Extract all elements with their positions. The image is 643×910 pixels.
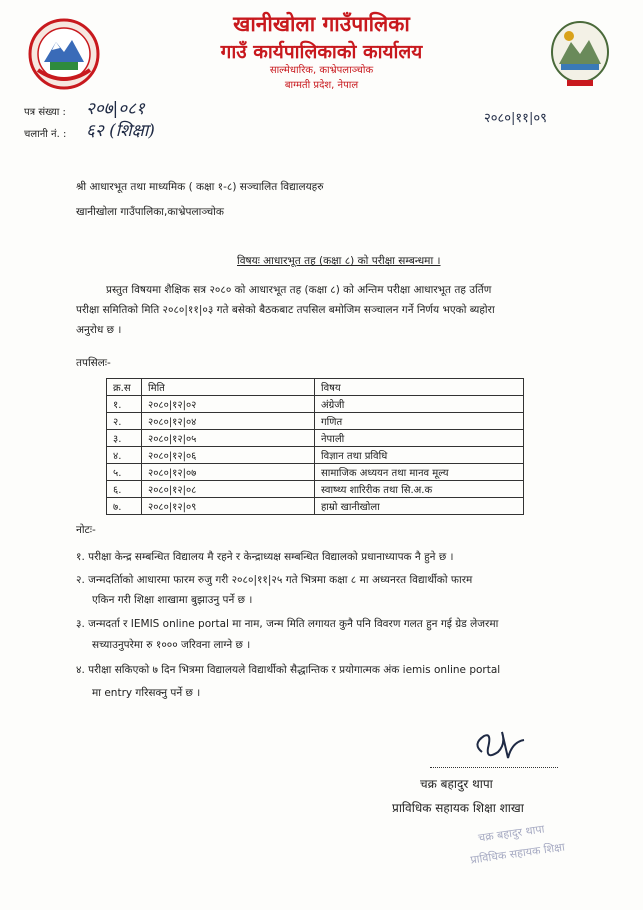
row-subject: नेपाली	[315, 430, 524, 447]
patra-sankhya-label: पत्र संख्या :	[24, 107, 66, 118]
header-cell: क्र.स	[107, 379, 142, 396]
note-3	[76, 616, 498, 633]
note-2	[76, 572, 472, 589]
row-subject: विज्ञान तथा प्रविधि	[315, 447, 524, 464]
note-text: २. जन्मदर्तािको आधारमा फारम रुजु गरी २०८०|११|२५ गते भित्रमा कक्षा ८ मा अध्यनरत विद्यार्थीको फारम	[76, 574, 473, 586]
note-3-cont	[92, 637, 250, 654]
row-number: ३.	[107, 430, 142, 447]
note-4-cont	[92, 685, 200, 702]
table-row	[107, 481, 524, 498]
note-2-cont	[92, 592, 252, 609]
row-number: ५.	[107, 464, 142, 481]
header-cell: मिति	[142, 379, 315, 396]
note-text: ३. जन्मदर्ता र IEMIS online portal मा नाम, जन्म मिति लगायत कुनै पनि विवरण गलत हुन गई ग्रेड लेजरमा	[76, 618, 499, 630]
header-cell: विषय	[315, 379, 524, 396]
row-subject: हाम्रो खानीखोला	[315, 498, 524, 515]
letter-date: २०८०|११|०९	[484, 111, 547, 126]
signatory-designation: प्राविधिक सहायक शिक्षा शाखा	[392, 801, 524, 815]
body-line-3: अनुरोध छ ।	[76, 324, 122, 336]
table-row	[107, 464, 524, 481]
table-row	[107, 498, 524, 515]
chalani-value: ६२ (शिक्षा)	[86, 121, 155, 141]
table-row	[107, 396, 524, 413]
note-4	[76, 662, 500, 679]
signature-line	[430, 767, 558, 768]
note-text: सच्याउनुपरेमा रु १००० जरिवना लाग्ने छ ।	[92, 639, 251, 651]
office-province: बाग्मती प्रदेश, नेपाल	[284, 80, 359, 91]
patra-sankhya-value: २०७|०८१	[86, 99, 145, 119]
recipient-line-1: श्री आधारभूत तथा माध्यमिक ( कक्षा १-८) सञ्चालित विद्यालयहरु	[76, 181, 324, 193]
notes-label: नोटः-	[76, 524, 96, 536]
chalani-label: चलानी नं. :	[24, 129, 67, 140]
handwritten-signature	[468, 722, 538, 772]
row-date: २०८०|१२|०४	[142, 413, 315, 430]
note-1	[76, 549, 454, 566]
tapasil-label: तपसिलः-	[76, 357, 111, 369]
row-date: २०८०|१२|०८	[142, 481, 315, 498]
note-text: एकिन गरी शिक्षा शाखामा बुझाउनु पर्ने छ ।	[92, 594, 253, 606]
office-address: साल्मेधारिक, काभ्रेपलाञ्चोक	[269, 65, 374, 76]
signatory-name: चक्र बहादुर थापा	[420, 777, 493, 791]
office-title: खानीखोला गाउँपालिका	[233, 12, 410, 36]
row-number: ७.	[107, 498, 142, 515]
row-number: ६.	[107, 481, 142, 498]
row-date: २०८०|१२|०५	[142, 430, 315, 447]
row-subject: अंग्रेजी	[315, 396, 524, 413]
row-subject: स्वाष्थ्य शारिरीक तथा सि.अ.क	[315, 481, 524, 498]
row-number: ४.	[107, 447, 142, 464]
table-row	[107, 447, 524, 464]
body-line-2: परीक्षा समितिको मिति २०८०|११|०३ गते बसेको बैठकबाट तपसिल बमोजिम सञ्चालन गर्ने निर्णय भएको ब्यहोरा	[76, 304, 495, 316]
note-text: ४. परीक्षा सकिएको ७ दिन भित्रमा विद्यालयले विद्यार्थीको सैद्धान्तिक र प्रयोगात्मक अंक iemis online portal	[76, 664, 501, 676]
row-number: २.	[107, 413, 142, 430]
office-subtitle: गाउँ कार्यपालिकाको कार्यालय	[220, 41, 423, 63]
row-number: १.	[107, 396, 142, 413]
row-date: २०८०|१२|०२	[142, 396, 315, 413]
row-subject: सामाजिक अध्ययन तथा मानव मूल्य	[315, 464, 524, 481]
table-row	[107, 430, 524, 447]
note-text: १. परीक्षा केन्द्र सम्बन्धित विद्यालय मै रहने र केन्द्राध्यक्ष सम्बन्धित विद्यालको प्रधानाध्यापक नै हुने छ ।	[76, 551, 454, 563]
row-subject: गणित	[315, 413, 524, 430]
row-date: २०८०|१२|०६	[142, 447, 315, 464]
notes-section	[76, 522, 636, 539]
table-row	[107, 413, 524, 430]
body-line-1: प्रस्तुत विषयमा शैक्षिक सत्र २०८० को आधारभूत तह (कक्षा ८) को अन्तिम परीक्षा आधारभूत तह उर्तिण	[106, 284, 492, 296]
table-header-row	[107, 379, 524, 396]
row-date: २०८०|१२|०७	[142, 464, 315, 481]
name-stamp-line-1: चक्र बहादुर थापा	[477, 822, 546, 845]
recipient-line-2: खानीखोला गाउँपालिका,काभ्रेपलाञ्चोक	[76, 206, 224, 218]
exam-schedule-table	[106, 378, 524, 515]
name-stamp-line-2: प्राविधिक सहायक शिक्षा	[469, 840, 566, 867]
note-text: मा entry गरिसक्नु पर्ने छ ।	[92, 687, 201, 699]
subject-line: विषयः आधारभूत तह (कक्षा ८) को परीक्षा सम्बन्धमा ।	[237, 255, 441, 267]
row-date: २०८०|१२|०९	[142, 498, 315, 515]
